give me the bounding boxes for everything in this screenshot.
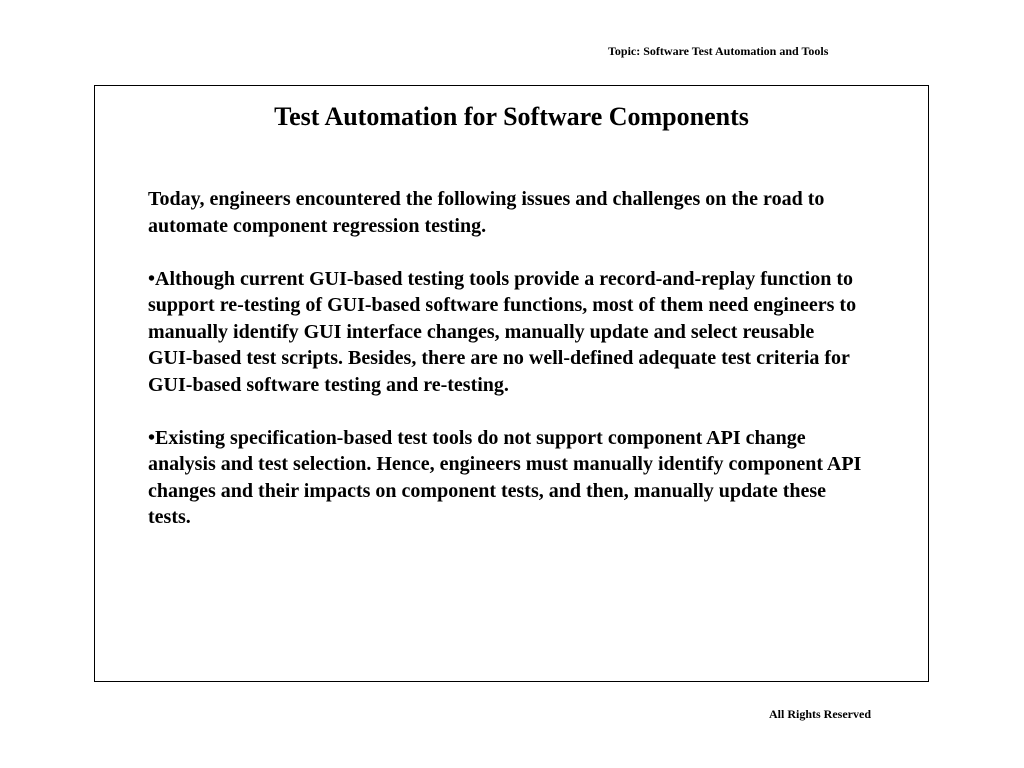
rights-footer: All Rights Reserved — [769, 707, 871, 721]
intro-paragraph: Today, engineers encountered the following issues and challenges on the road to automate component regression testing. — [148, 188, 825, 237]
bullet-text: Existing specification-based test tools do not support component API change analysis and test selection. Hence, engineers must manually identify component API changes and their impacts on component tests, and then, manually update these tests. — [148, 426, 862, 528]
slide-frame — [94, 85, 929, 682]
slide-title: Test Automation for Software Components — [274, 102, 749, 131]
bullet-icon: • — [148, 267, 156, 290]
bullet-item — [148, 425, 863, 531]
bullet-item — [148, 266, 863, 399]
topic-header: Topic: Software Test Automation and Tools — [608, 44, 829, 58]
bullet-text: Although current GUI-based testing tools provide a record-and-replay function to support re-testing of GUI-based software functions, most of them need engineers to manually identify GUI interface changes, manually update and select reusable GUI-based test scripts. Besides, there are no well-defined adequate test criteria for GUI-based software testing and re-testing. — [148, 267, 857, 396]
slide-body — [148, 186, 863, 557]
bullet-icon: • — [148, 426, 156, 449]
